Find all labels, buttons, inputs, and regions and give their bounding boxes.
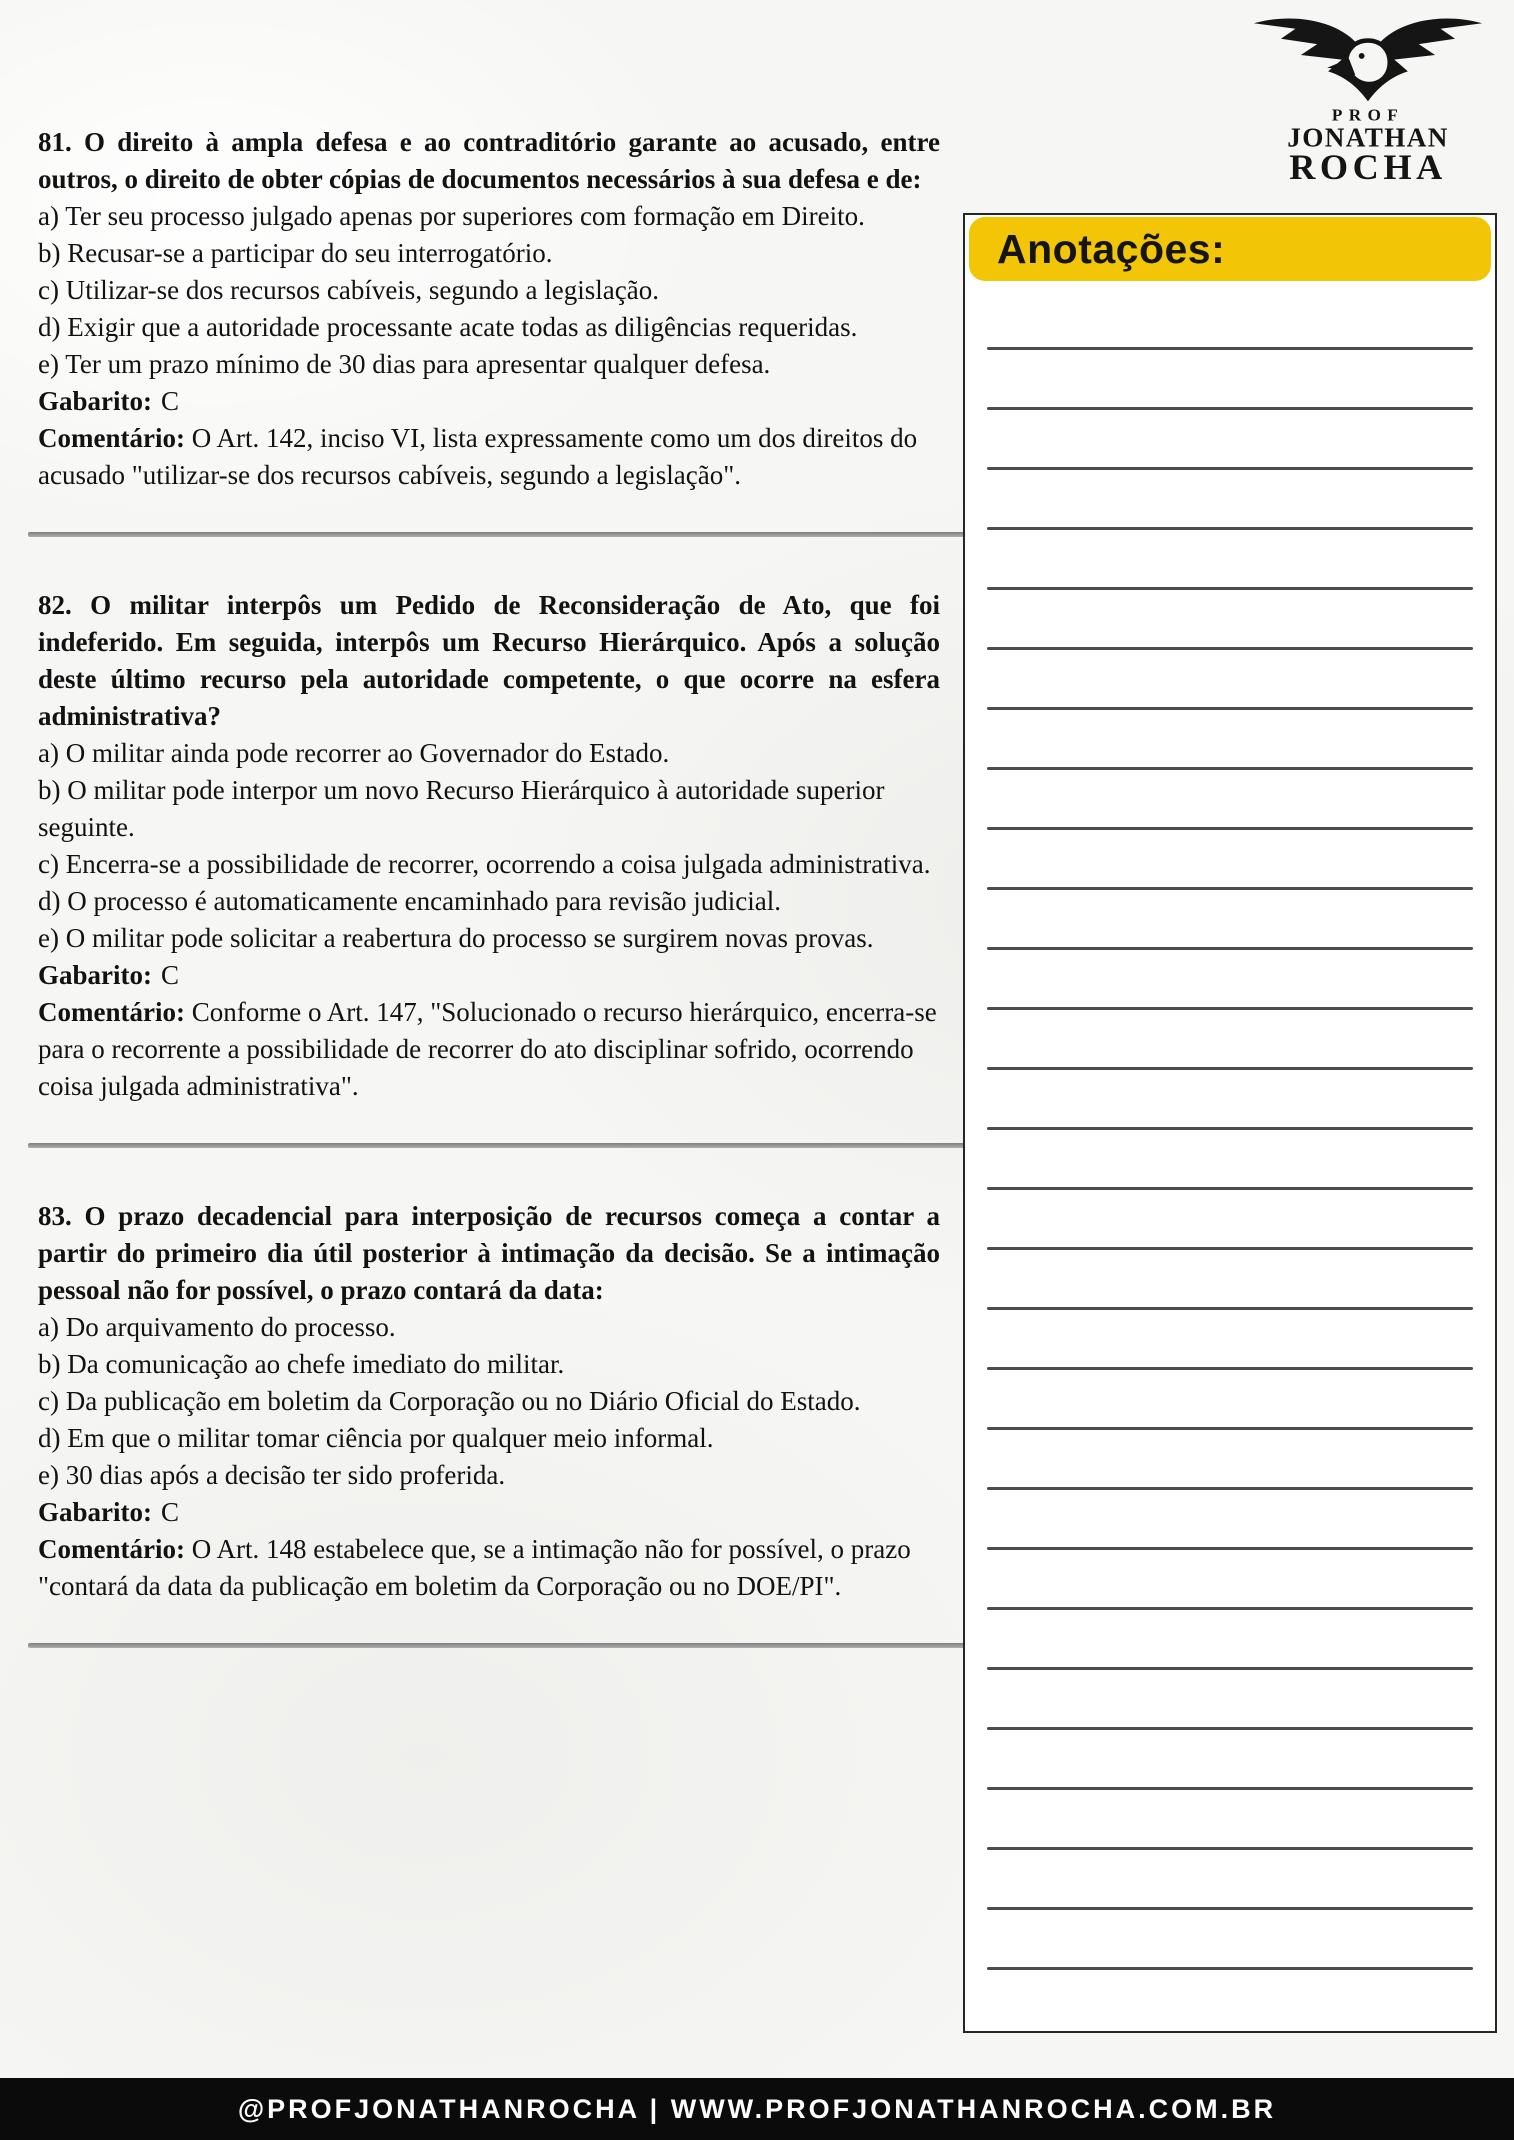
answer-value: C (161, 386, 180, 416)
answer-line (38, 957, 940, 994)
note-line (987, 647, 1473, 650)
note-line (987, 707, 1473, 710)
question-option: e) Ter um prazo mínimo de 30 dias para apresentar qualquer defesa. (38, 349, 771, 379)
comment-text: Conforme o Art. 147, "Solucionado o recurso hierárquico, encerra-se para o recorrente a possibilidade de recorrer do ato disciplinar sofrido, ocorrendo coisa julgada administrativa". (38, 997, 937, 1101)
prof-jonathan-rocha-logo (1232, 10, 1504, 198)
question-option: d) Em que o militar tomar ciência por qualquer meio informal. (38, 1423, 714, 1453)
note-line (987, 947, 1473, 950)
comment-line (38, 994, 940, 1105)
note-line (987, 1547, 1473, 1550)
note-line (987, 1727, 1473, 1730)
note-line (987, 1247, 1473, 1250)
note-line (987, 1847, 1473, 1850)
question-option: b) Recusar-se a participar do seu interrogatório. (38, 238, 553, 268)
note-line (987, 1307, 1473, 1310)
question-option: b) O militar pode interpor um novo Recurso Hierárquico à autoridade superior seguinte. (38, 775, 885, 842)
question-option: a) Do arquivamento do processo. (38, 1312, 396, 1342)
footer-text: @PROFJONATHANROCHA | WWW.PROFJONATHANROCHA.COM.BR (237, 2093, 1277, 2124)
question-option: d) Exigir que a autoridade processante acate todas as diligências requeridas. (38, 312, 858, 342)
section-divider (28, 1143, 966, 1148)
comment-label: Comentário: (38, 997, 185, 1027)
note-line (987, 1067, 1473, 1070)
question-option: c) Da publicação em boletim da Corporação ou no Diário Oficial do Estado. (38, 1386, 861, 1416)
question-options (38, 735, 940, 957)
question-options (38, 198, 940, 383)
question-block (38, 587, 940, 1148)
note-line (987, 407, 1473, 410)
answer-label: Gabarito: (38, 1497, 152, 1527)
comment-text: O Art. 148 estabelece que, se a intimação não for possível, o prazo "contará da data da publicação em boletim da Corporação ou no DOE/PI". (38, 1534, 911, 1601)
question-option: d) O processo é automaticamente encaminhado para revisão judicial. (38, 886, 781, 916)
questions-column (38, 124, 940, 1698)
eagle-icon (1254, 18, 1482, 101)
notes-panel (963, 213, 1497, 2033)
question-option: a) Ter seu processo julgado apenas por superiores com formação em Direito. (38, 201, 865, 231)
logo-text-rocha: ROCHA (1289, 147, 1447, 188)
note-line (987, 1607, 1473, 1610)
answer-label: Gabarito: (38, 386, 152, 416)
comment-line (38, 420, 940, 494)
comment-label: Comentário: (38, 1534, 185, 1564)
notes-lines (987, 347, 1473, 1970)
note-line (987, 1787, 1473, 1790)
answer-value: C (161, 960, 180, 990)
note-line (987, 1127, 1473, 1130)
note-line (987, 1187, 1473, 1190)
note-line (987, 1427, 1473, 1430)
note-line (987, 767, 1473, 770)
footer-bar (0, 2078, 1514, 2140)
question-option: b) Da comunicação ao chefe imediato do militar. (38, 1349, 565, 1379)
question-options (38, 1309, 940, 1494)
note-line (987, 1907, 1473, 1910)
answer-line (38, 383, 940, 420)
note-line (987, 527, 1473, 530)
comment-label: Comentário: (38, 423, 185, 453)
answer-label: Gabarito: (38, 960, 152, 990)
question-heading: 83. O prazo decadencial para interposição de recursos começa a contar a partir do primeiro dia útil posterior à intimação da decisão. Se a intimação pessoal não for possível, o prazo contará da data: (38, 1201, 940, 1305)
section-divider (28, 532, 966, 537)
notes-title: Anotações: (997, 225, 1226, 272)
question-option: c) Utilizar-se dos recursos cabíveis, segundo a legislação. (38, 275, 659, 305)
question-block (38, 1198, 940, 1648)
comment-line (38, 1531, 940, 1605)
notes-header (969, 217, 1491, 281)
question-option: c) Encerra-se a possibilidade de recorrer, ocorrendo a coisa julgada administrativa. (38, 849, 931, 879)
note-line (987, 1007, 1473, 1010)
note-line (987, 827, 1473, 830)
note-line (987, 587, 1473, 590)
question-option: e) O militar pode solicitar a reabertura do processo se surgirem novas provas. (38, 923, 874, 953)
note-line (987, 1487, 1473, 1490)
question-heading: 81. O direito à ampla defesa e ao contraditório garante ao acusado, entre outros, o direito de obter cópias de documentos necessários à sua defesa e de: (38, 127, 940, 194)
note-line (987, 1967, 1473, 1970)
answer-line (38, 1494, 940, 1531)
note-line (987, 1667, 1473, 1670)
comment-text: O Art. 142, inciso VI, lista expressamente como um dos direitos do acusado "utilizar-se dos recursos cabíveis, segundo a legislação". (38, 423, 918, 490)
note-line (987, 1367, 1473, 1370)
question-heading: 82. O militar interpôs um Pedido de Reconsideração de Ato, que foi indeferido. Em seguida, interpôs um Recurso Hierárquico. Após a solução deste último recurso pela autoridade competente, o que ocorre na esfera administrativa? (38, 590, 940, 731)
note-line (987, 887, 1473, 890)
logo-text-prof: PROF (1331, 105, 1405, 125)
answer-value: C (161, 1497, 180, 1527)
question-block (38, 124, 940, 537)
section-divider (28, 1643, 966, 1648)
note-line (987, 467, 1473, 470)
logo-text-jonathan: JONATHAN (1287, 122, 1449, 153)
question-option: a) O militar ainda pode recorrer ao Governador do Estado. (38, 738, 670, 768)
question-option: e) 30 dias após a decisão ter sido proferida. (38, 1460, 506, 1490)
note-line (987, 347, 1473, 350)
